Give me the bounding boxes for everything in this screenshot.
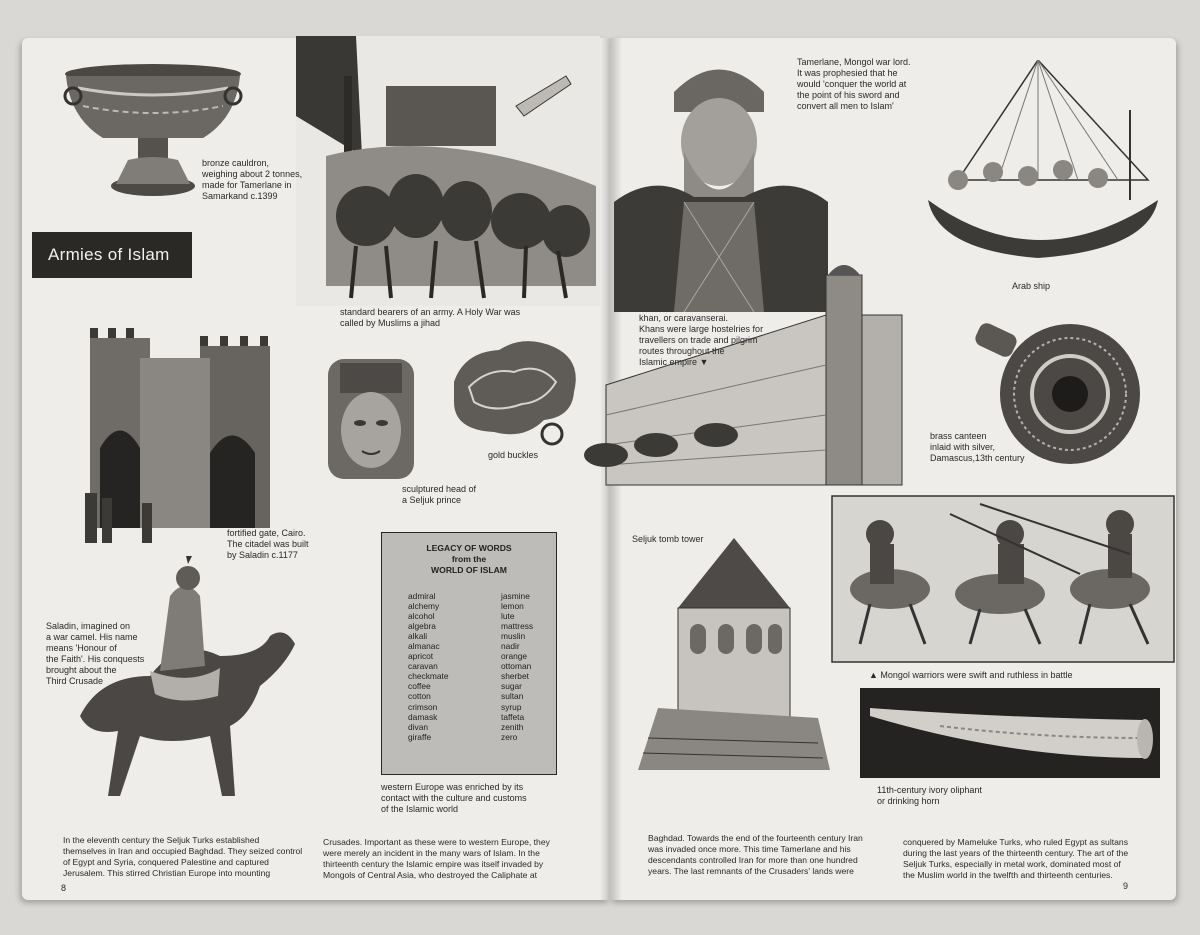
word-item: sugar (501, 681, 522, 692)
word-item: alchemy (408, 601, 440, 612)
word-item: cotton (408, 691, 431, 702)
right-body-column-1: Baghdad. Towards the end of the fourteenth century Iran was invaded once more. This time Tamerlane and his descendants controlled Iran for more than one hundred years. The last remnants of the Crusaders' lands were (648, 833, 863, 876)
word-item: damask (408, 711, 438, 722)
mongol-warriors-illustration (830, 494, 1176, 664)
word-item: giraffe (408, 731, 432, 742)
cauldron-caption: bronze cauldron, weighing about 2 tonnes, made for Tamerlane in Samarkand c.1399 (202, 158, 303, 201)
word-item: zero (501, 731, 518, 742)
tamerlane-caption: Tamerlane, Mongol war lord. It was prophesied that he would 'conquer the world at the point of his sword and convert all men to Islam' (797, 57, 911, 111)
word-item: coffee (408, 681, 431, 692)
word-item: jasmine (501, 591, 530, 601)
word-item: crimson (408, 701, 438, 712)
word-item: alkali (408, 631, 428, 642)
legacy-title-line-1: LEGACY OF WORDS (426, 543, 512, 553)
fortified-gate-caption: fortified gate, Cairo. The citadel was built by Saladin c.1177 (227, 528, 309, 560)
word-item: algebra (408, 621, 436, 632)
seljuk-prince-head-illustration (322, 355, 420, 483)
seljuk-tomb-tower-illustration (638, 538, 830, 770)
word-item: zenith (501, 721, 524, 732)
word-item: mattress (501, 621, 534, 632)
section-title-banner: Armies of Islam (32, 232, 192, 278)
word-item: almanac (408, 641, 440, 652)
ivory-oliphant-illustration (860, 688, 1160, 778)
legacy-caption: western Europe was enriched by its contact with the culture and customs of the Islamic world (381, 782, 527, 814)
right-body-column-2: conquered by Mameluke Turks, who ruled Egypt as sultans during the last years of the thirteenth century. The art of the Seljuk Turks, especially in metal work, dominated most of the Muslim world in the twelfth and thirteenth centuries. (903, 837, 1129, 880)
legacy-title-line-3: WORLD OF ISLAM (431, 565, 507, 575)
word-item: apricot (408, 651, 434, 662)
legacy-words-column-1 (408, 591, 449, 742)
word-item: syrup (501, 701, 522, 712)
brass-canteen-caption: brass canteen inlaid with silver, Damascus,13th century (930, 431, 1025, 463)
word-item: admiral (408, 591, 436, 601)
left-body-column-2: Crusades. Important as these were to western Europe, they were merely an incident in the many wars of Islam. In the thirteenth century the Islamic empire was itself invaded by Mongols of Central Asia, who destroyed the Caliphate at (323, 837, 550, 880)
standard-bearers-illustration (296, 36, 600, 306)
mongol-warriors-caption: ▲ Mongol warriors were swift and ruthless in battle (869, 670, 1073, 680)
word-item: lute (501, 611, 515, 622)
saladin-caption: Saladin, imagined on a war camel. His name means 'Honour of the Faith'. His conquests brought about the Third Crusade (46, 621, 145, 686)
seljuk-head-caption: sculptured head of a Seljuk prince (402, 484, 477, 505)
word-item: ottoman (501, 661, 532, 672)
word-item: lemon (501, 601, 524, 612)
caravanserai-khan-illustration (576, 255, 908, 493)
arab-ship-illustration (918, 60, 1166, 270)
ivory-oliphant-caption: 11th-century ivory oliphant or drinking horn (877, 785, 982, 806)
fortified-gate-cairo-illustration (60, 318, 282, 548)
word-item: caravan (408, 661, 438, 672)
word-item: taffeta (501, 711, 525, 722)
word-item: divan (408, 721, 429, 732)
gold-buckles-caption: gold buckles (488, 450, 539, 460)
page-number-right: 9 (1123, 881, 1129, 891)
legacy-of-words-box (381, 532, 557, 775)
khan-caption: khan, or caravanserai. Khans were large hostelries for travellers on trade and pilgrim routes throughout the Islamic empire ▼ (639, 313, 764, 367)
word-item: nadir (501, 641, 520, 652)
gold-buckles-illustration (444, 332, 584, 450)
standard-bearers-caption: standard bearers of an army. A Holy War was called by Muslims a jihad (340, 307, 521, 328)
arab-ship-caption: Arab ship (1012, 281, 1051, 291)
page-number-left: 8 (61, 883, 67, 893)
legacy-title-line-2: from the (451, 554, 487, 564)
word-item: orange (501, 651, 528, 662)
word-item: alcohol (408, 611, 435, 622)
word-item: muslin (501, 631, 526, 642)
word-item: checkmate (408, 671, 449, 682)
word-item: sherbet (501, 671, 529, 682)
word-item: sultan (501, 691, 524, 702)
legacy-words-column-2 (501, 591, 533, 742)
seljuk-tomb-caption: Seljuk tomb tower (632, 534, 704, 544)
left-body-column-1: In the eleventh century the Seljuk Turks established themselves in Iran and occupied Baghdad. They seized control of Egypt and Syria, conquered Palestine and captured Jerusalem. This stirred Christian Europe into mounting (63, 835, 303, 878)
